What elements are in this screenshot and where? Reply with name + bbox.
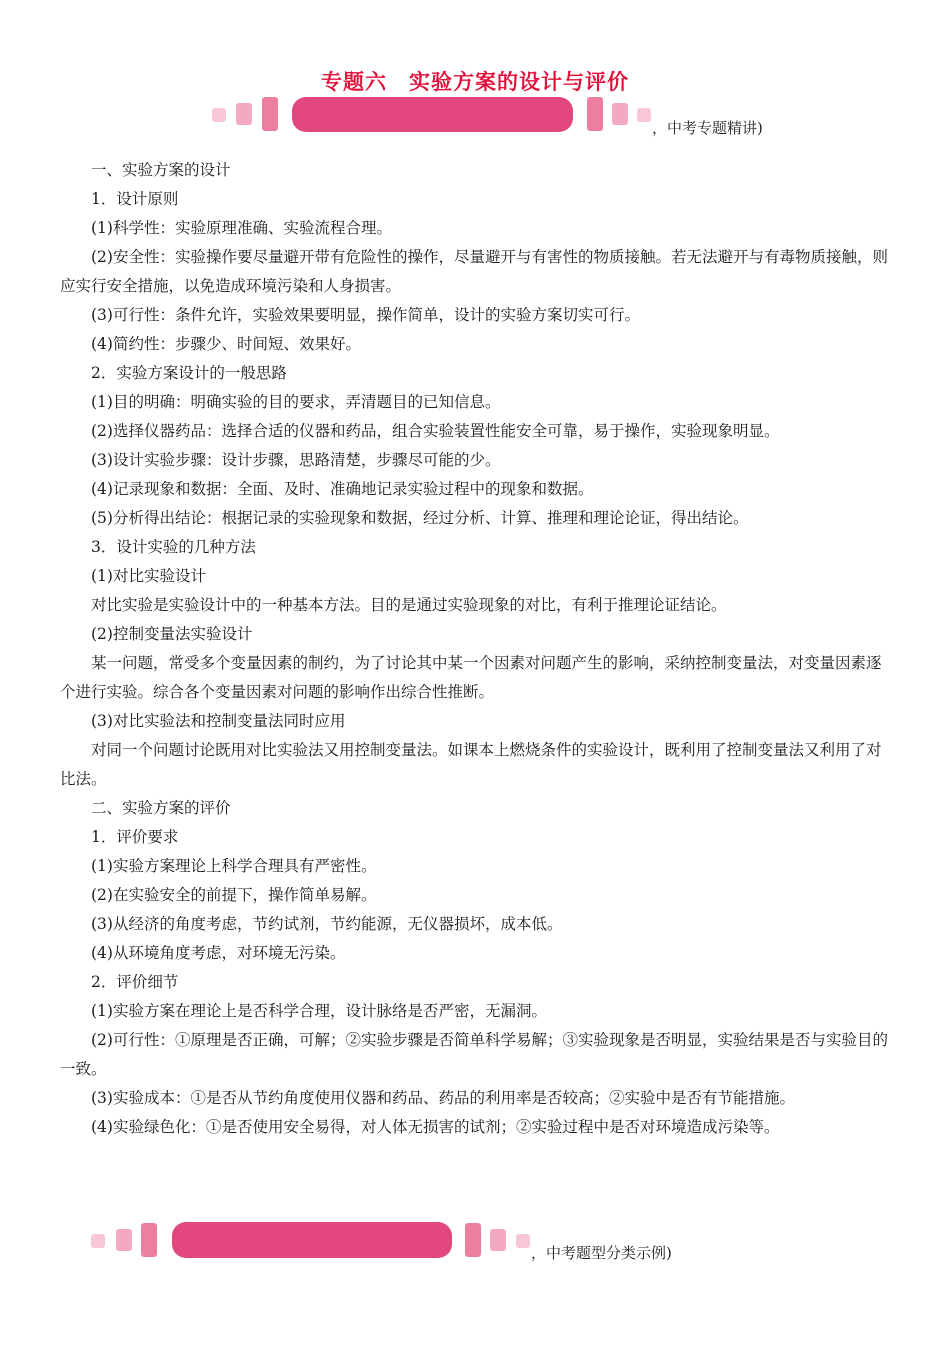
- paragraph: (3)对比实验法和控制变量法同时应用: [91, 712, 346, 730]
- banner-square: [490, 1229, 506, 1251]
- banner-pill: [172, 1222, 452, 1258]
- banner-square: [516, 1234, 530, 1248]
- banner-square: [465, 1223, 481, 1257]
- paragraph: (4)简约性：步骤少、时间短、效果好。: [91, 335, 361, 353]
- document-body: [60, 156, 895, 1142]
- banner-square: [637, 108, 651, 122]
- subheading: 1．设计原则: [91, 190, 179, 208]
- banner-square: [236, 103, 252, 125]
- paragraph: (2)选择仪器药品：选择合适的仪器和药品，组合实验装置性能安全可靠，易于操作，实验现象明显。: [91, 422, 780, 440]
- paragraph: (4)从环境角度考虑，对环境无污染。: [91, 944, 346, 962]
- heading-1: 一、实验方案的设计: [91, 161, 231, 179]
- subheading: 2．实验方案设计的一般思路: [91, 364, 287, 382]
- heading-1: 二、实验方案的评价: [91, 799, 231, 817]
- paragraph: (4)记录现象和数据：全面、及时、准确地记录实验过程中的现象和数据。: [91, 480, 594, 498]
- paragraph: (4)实验绿色化：①是否使用安全易得，对人体无损害的试剂；②实验过程中是否对环境造成污染等。: [91, 1118, 780, 1136]
- banner-square: [141, 1223, 157, 1257]
- subheading: 3．设计实验的几种方法: [91, 538, 256, 556]
- paragraph: (5)分析得出结论：根据记录的实验现象和数据，经过分析、计算、推理和理论论证，得出结论。: [91, 509, 749, 527]
- paragraph: (2)可行性：①原理是否正确，可解；②实验步骤是否简单科学易解；③实验现象是否明显，实验结果是否与实验目的一致。: [60, 1031, 888, 1078]
- paragraph: (3)从经济的角度考虑，节约试剂，节约能源，无仪器损坏，成本低。: [91, 915, 563, 933]
- paragraph: (1)实验方案在理论上是否科学合理，设计脉络是否严密，无漏洞。: [91, 1002, 547, 1020]
- paragraph: 对同一个问题讨论既用对比实验法又用控制变量法。如课本上燃烧条件的实验设计，既利用了控制变量法又利用了对比法。: [60, 741, 882, 788]
- paragraph: (2)在实验安全的前提下，操作简单易解。: [91, 886, 377, 904]
- paragraph: (1)实验方案理论上科学合理具有严密性。: [91, 857, 377, 875]
- paragraph: 某一问题，常受多个变量因素的制约，为了讨论其中某一个因素对问题产生的影响，采纳控制变量法，对变量因素逐个进行实验。综合各个变量因素对问题的影响作出综合性推断。: [60, 654, 882, 701]
- paragraph: 对比实验是实验设计中的一种基本方法。目的是通过实验现象的对比，有利于推理论证结论。: [91, 596, 727, 614]
- subheading: 1．评价要求: [91, 828, 179, 846]
- paragraph: (1)科学性：实验原理准确、实验流程合理。: [91, 219, 392, 237]
- banner-square: [212, 108, 226, 122]
- page-title: 专题六 实验方案的设计与评价: [321, 70, 629, 94]
- subheading: 2．评价细节: [91, 973, 179, 991]
- paragraph: (1)对比实验设计: [91, 567, 206, 585]
- paragraph: (3)实验成本：①是否从节约角度使用仪器和药品、药品的利用率是否较高；②实验中是否有节能措施。: [91, 1089, 795, 1107]
- banner-square: [587, 97, 603, 131]
- banner-label: ，中考专题精讲): [652, 119, 763, 137]
- banner-square: [91, 1234, 105, 1248]
- paragraph: (3)可行性：条件允许，实验效果要明显，操作简单，设计的实验方案切实可行。: [91, 306, 640, 324]
- banner-square: [612, 103, 628, 125]
- banner-square: [262, 97, 278, 131]
- banner-square: [116, 1229, 132, 1251]
- paragraph: (3)设计实验步骤：设计步骤，思路清楚，步骤尽可能的少。: [91, 451, 501, 469]
- paragraph: (2)控制变量法实验设计: [91, 625, 253, 643]
- paragraph: (2)安全性：实验操作要尽量避开带有危险性的操作，尽量避开与有害性的物质接触。若无法避开与有毒物质接触，则应实行安全措施，以免造成环境污染和人身损害。: [60, 248, 888, 295]
- paragraph: (1)目的明确：明确实验的目的要求，弄清题目的已知信息。: [91, 393, 501, 411]
- banner-pill: [292, 97, 573, 132]
- banner-label: ，中考题型分类示例): [531, 1244, 672, 1262]
